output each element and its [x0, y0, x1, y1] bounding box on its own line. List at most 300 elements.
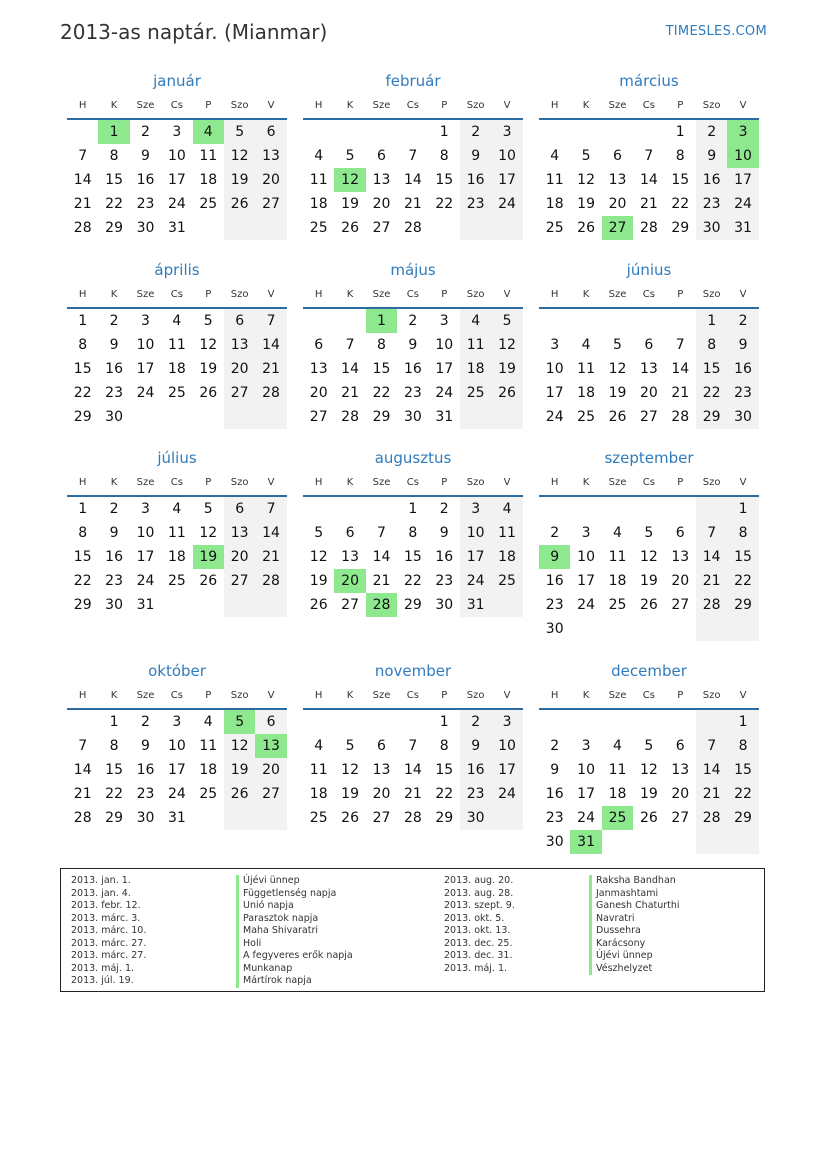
day-cell: 21 [73, 786, 92, 802]
day-cell: 16 [136, 172, 155, 188]
empty-cell [366, 710, 397, 734]
day-cell: 25 [167, 573, 186, 589]
day-cell: 5 [644, 525, 654, 541]
weekday-label: K [582, 289, 590, 300]
month-block [67, 261, 287, 429]
day-cell: 20 [639, 385, 658, 401]
weekday-label: K [346, 289, 354, 300]
day-cell: 16 [460, 168, 491, 192]
legend-holiday-name: Újévi ünnep [236, 875, 353, 888]
day-cell: 22 [671, 196, 690, 212]
day-cell: 8 [109, 148, 119, 164]
day-cell: 14 [73, 762, 92, 778]
day-cell: 22 [435, 786, 454, 802]
weekday-label: H [550, 100, 559, 111]
day-cell: 15 [435, 172, 454, 188]
empty-cell [633, 497, 664, 521]
legend-names-right [589, 875, 680, 975]
day-cell: 11 [545, 172, 564, 188]
day-cell: 17 [136, 549, 155, 565]
month-block [67, 72, 287, 240]
day-cell: 9 [109, 525, 119, 541]
day-cell: 28 [403, 220, 422, 236]
day-cell: 25 [199, 786, 218, 802]
day-cell: 12 [608, 361, 627, 377]
day-cell: 20 [671, 573, 690, 589]
day-cell: 7 [345, 337, 355, 353]
day-grid [539, 120, 759, 240]
day-cell: 13 [671, 549, 690, 565]
empty-cell [602, 617, 633, 641]
day-cell: 27 [372, 220, 391, 236]
day-cell: 7 [78, 148, 88, 164]
legend-holiday-name: Munkanap [236, 963, 353, 976]
empty-cell [491, 405, 522, 429]
day-cell: 19 [199, 361, 218, 377]
month-block [67, 449, 287, 617]
weekday-label: K [110, 477, 118, 488]
holiday-day-cell: 25 [602, 806, 633, 830]
weekday-label: P [677, 477, 684, 488]
empty-cell [334, 120, 365, 144]
day-cell: 6 [377, 738, 386, 754]
day-cell: 4 [581, 337, 591, 353]
day-cell: 10 [136, 525, 155, 541]
day-cell: 24 [577, 810, 595, 826]
month-name: március [619, 72, 679, 90]
weekday-label: P [205, 477, 212, 488]
day-cell: 21 [696, 782, 727, 806]
day-cell: 19 [224, 168, 255, 192]
day-cell: 28 [255, 569, 286, 593]
day-cell: 5 [613, 337, 622, 353]
day-cell: 25 [577, 409, 595, 425]
day-cell: 9 [727, 333, 758, 357]
day-cell: 6 [255, 710, 286, 734]
empty-cell [539, 710, 570, 734]
weekday-label: Sze [372, 289, 391, 300]
day-cell: 12 [639, 549, 658, 565]
day-cell: 21 [696, 569, 727, 593]
empty-cell [193, 806, 224, 830]
day-grid [303, 710, 523, 830]
day-cell: 19 [639, 786, 658, 802]
empty-cell [570, 120, 601, 144]
empty-cell [255, 806, 286, 830]
day-cell: 28 [639, 220, 658, 236]
day-cell: 11 [309, 172, 328, 188]
day-cell: 3 [460, 497, 491, 521]
day-cell: 10 [167, 148, 186, 164]
day-cell: 14 [341, 361, 359, 377]
day-cell: 4 [613, 525, 622, 541]
weekday-label: P [677, 100, 684, 111]
weekday-label: V [739, 477, 747, 488]
weekday-label: P [205, 690, 212, 701]
weekday-label: Cs [406, 100, 419, 111]
day-cell: 26 [491, 381, 522, 405]
day-cell: 28 [696, 806, 727, 830]
weekday-label: Cs [642, 289, 655, 300]
day-cell: 26 [341, 810, 359, 826]
month-name: augusztus [374, 449, 452, 467]
day-cell: 17 [491, 758, 522, 782]
day-cell: 22 [727, 569, 758, 593]
month-block [539, 449, 759, 641]
weekday-label: V [503, 289, 511, 300]
day-cell: 30 [460, 806, 491, 830]
day-cell: 30 [403, 409, 422, 425]
day-cell: 16 [105, 549, 123, 565]
day-cell: 18 [491, 545, 522, 569]
day-cell: 11 [460, 333, 491, 357]
day-cell: 17 [577, 573, 595, 589]
day-cell: 21 [372, 573, 391, 589]
day-cell: 10 [435, 337, 454, 353]
month-name: január [153, 72, 201, 90]
day-cell: 24 [460, 569, 491, 593]
day-cell: 16 [460, 758, 491, 782]
empty-cell [727, 830, 758, 854]
day-cell: 2 [408, 313, 418, 329]
day-cell: 2 [727, 309, 758, 333]
day-cell: 22 [435, 196, 454, 212]
day-cell: 5 [491, 309, 522, 333]
day-cell: 21 [639, 196, 658, 212]
weekday-label: K [346, 100, 354, 111]
empty-cell [633, 830, 664, 854]
day-cell: 28 [341, 409, 359, 425]
empty-cell [570, 497, 601, 521]
day-cell: 14 [255, 521, 286, 545]
day-cell: 21 [671, 385, 690, 401]
day-cell: 3 [581, 738, 591, 754]
empty-cell [224, 216, 255, 240]
day-grid [67, 309, 287, 429]
day-cell: 27 [341, 597, 359, 613]
day-cell: 15 [727, 758, 758, 782]
day-grid [303, 120, 523, 240]
day-cell: 18 [577, 385, 595, 401]
day-cell: 19 [577, 196, 595, 212]
weekday-label: H [550, 690, 559, 701]
day-cell: 30 [435, 597, 454, 613]
day-cell: 14 [403, 172, 422, 188]
day-cell: 4 [314, 738, 324, 754]
day-cell: 28 [696, 593, 727, 617]
month-name: május [390, 261, 436, 279]
weekday-label: Cs [642, 477, 655, 488]
day-cell: 20 [224, 545, 255, 569]
day-cell: 18 [460, 357, 491, 381]
weekday-label: Cs [170, 289, 183, 300]
day-cell: 7 [78, 738, 88, 754]
empty-cell [602, 120, 633, 144]
day-cell: 31 [167, 810, 186, 826]
day-cell: 13 [224, 521, 255, 545]
legend-holiday-name: Navratri [589, 913, 680, 926]
day-cell: 21 [341, 385, 359, 401]
month-block [303, 449, 523, 617]
legend-holiday-date: 2013. aug. 28. [444, 887, 514, 899]
day-cell: 8 [377, 337, 386, 353]
day-cell: 22 [727, 782, 758, 806]
day-cell: 4 [203, 714, 213, 730]
holiday-day-cell: 4 [193, 120, 224, 144]
day-cell: 1 [109, 714, 119, 730]
empty-cell [491, 216, 522, 240]
day-cell: 23 [403, 385, 422, 401]
day-cell: 10 [460, 521, 491, 545]
day-cell: 25 [545, 220, 564, 236]
legend-holiday-name: Raksha Bandhan [589, 875, 680, 888]
day-cell: 15 [727, 545, 758, 569]
day-cell: 27 [372, 810, 391, 826]
day-cell: 12 [577, 172, 595, 188]
holiday-day-cell: 1 [366, 309, 397, 333]
day-cell: 15 [105, 762, 123, 778]
legend-holiday-name: Janmashtami [589, 888, 680, 901]
weekday-label: Szo [230, 289, 249, 300]
day-cell: 26 [577, 220, 595, 236]
day-cell: 1 [727, 710, 758, 734]
day-cell: 6 [345, 525, 355, 541]
weekday-label: V [267, 100, 275, 111]
weekday-label: Szo [466, 477, 485, 488]
empty-cell [303, 309, 334, 333]
weekday-header [303, 96, 523, 120]
day-cell: 29 [73, 409, 92, 425]
day-cell: 22 [105, 786, 123, 802]
empty-cell [727, 617, 758, 641]
weekday-header [539, 96, 759, 120]
day-cell: 24 [435, 385, 454, 401]
weekday-label: P [441, 289, 448, 300]
day-cell: 7 [255, 497, 286, 521]
brand-link[interactable]: TIMESLES.COM [665, 24, 767, 39]
weekday-label: H [78, 690, 87, 701]
empty-cell [130, 405, 161, 429]
weekday-label: Cs [406, 477, 419, 488]
day-cell: 5 [644, 738, 654, 754]
legend-holiday-name: Karácsony [589, 938, 680, 951]
empty-cell [334, 710, 365, 734]
weekday-label: K [110, 690, 118, 701]
day-cell: 28 [403, 810, 422, 826]
empty-cell [303, 497, 334, 521]
legend-holiday-date: 2013. aug. 20. [444, 875, 514, 886]
day-grid [67, 710, 287, 830]
legend-holiday-date: 2013. márc. 3. [71, 912, 141, 924]
day-cell: 6 [377, 148, 386, 164]
holiday-day-cell: 1 [98, 120, 129, 144]
empty-cell [193, 216, 224, 240]
day-cell: 23 [105, 385, 123, 401]
day-cell: 23 [136, 786, 155, 802]
day-cell: 2 [141, 714, 150, 730]
day-cell: 26 [341, 220, 359, 236]
legend-holiday-name: Holi [236, 938, 353, 951]
weekday-label: Sze [136, 690, 155, 701]
empty-cell [665, 309, 696, 333]
day-cell: 11 [309, 762, 328, 778]
day-cell: 6 [255, 120, 286, 144]
day-cell: 12 [224, 144, 255, 168]
empty-cell [491, 806, 522, 830]
day-cell: 12 [224, 734, 255, 758]
day-cell: 21 [73, 196, 92, 212]
day-grid [303, 309, 523, 429]
day-cell: 17 [727, 168, 758, 192]
day-cell: 5 [345, 738, 355, 754]
day-cell: 25 [491, 569, 522, 593]
day-cell: 17 [577, 786, 595, 802]
day-cell: 18 [608, 573, 627, 589]
day-cell: 8 [78, 337, 88, 353]
holiday-day-cell: 27 [602, 216, 633, 240]
empty-cell [665, 617, 696, 641]
empty-cell [224, 405, 255, 429]
day-cell: 15 [403, 549, 422, 565]
empty-cell [696, 497, 727, 521]
empty-cell [633, 617, 664, 641]
month-block [303, 72, 523, 240]
legend-holiday-name: Maha Shivaratri [236, 925, 353, 938]
day-cell: 30 [105, 409, 123, 425]
day-cell: 9 [550, 762, 560, 778]
weekday-label: H [78, 289, 87, 300]
weekday-label: H [78, 100, 87, 111]
day-cell: 15 [372, 361, 391, 377]
day-cell: 19 [341, 196, 359, 212]
day-cell: 11 [491, 521, 522, 545]
legend-dates-left [71, 875, 146, 988]
day-cell: 28 [73, 220, 92, 236]
legend-holiday-date: 2013. okt. 5. [444, 912, 505, 924]
holiday-day-cell: 13 [255, 734, 286, 758]
legend-names-left [236, 875, 353, 988]
day-cell: 23 [460, 782, 491, 806]
day-cell: 3 [491, 710, 522, 734]
day-cell: 1 [408, 501, 418, 517]
day-cell: 13 [372, 762, 391, 778]
weekday-label: P [441, 477, 448, 488]
weekday-label: Szo [466, 690, 485, 701]
day-cell: 24 [491, 192, 522, 216]
month-block [303, 261, 523, 429]
day-cell: 8 [109, 738, 119, 754]
empty-cell [193, 593, 224, 617]
day-cell: 14 [696, 545, 727, 569]
day-cell: 27 [224, 381, 255, 405]
weekday-label: K [582, 100, 590, 111]
weekday-label: P [441, 100, 448, 111]
legend-holiday-date: 2013. júl. 19. [71, 975, 134, 986]
day-cell: 6 [675, 738, 685, 754]
holiday-day-cell: 31 [570, 830, 601, 854]
day-cell: 10 [491, 734, 522, 758]
legend-holiday-date: 2013. máj. 1. [444, 962, 508, 974]
day-cell: 13 [608, 172, 627, 188]
weekday-label: Sze [608, 289, 627, 300]
empty-cell [633, 120, 664, 144]
legend-holiday-name: Függetlenség napja [236, 888, 353, 901]
day-cell: 25 [460, 381, 491, 405]
day-cell: 24 [136, 385, 155, 401]
weekday-label: K [346, 477, 354, 488]
day-cell: 3 [172, 124, 182, 140]
day-cell: 23 [545, 810, 564, 826]
empty-cell [696, 830, 727, 854]
weekday-label: Cs [642, 100, 655, 111]
day-cell: 26 [224, 782, 255, 806]
day-cell: 8 [78, 525, 88, 541]
day-cell: 20 [224, 357, 255, 381]
day-cell: 24 [491, 782, 522, 806]
day-cell: 6 [224, 309, 255, 333]
weekday-label: H [550, 477, 559, 488]
weekday-label: Cs [170, 477, 183, 488]
day-cell: 27 [309, 409, 328, 425]
day-cell: 14 [372, 549, 391, 565]
weekday-label: K [582, 477, 590, 488]
day-cell: 14 [671, 361, 690, 377]
day-cell: 1 [675, 124, 685, 140]
day-cell: 19 [224, 758, 255, 782]
day-cell: 18 [167, 549, 186, 565]
day-cell: 31 [727, 216, 758, 240]
weekday-header [67, 285, 287, 309]
legend-holiday-name: Ganesh Chaturthi [589, 900, 680, 913]
empty-cell [665, 830, 696, 854]
weekday-label: Sze [372, 100, 391, 111]
day-cell: 30 [136, 810, 155, 826]
day-cell: 8 [675, 148, 685, 164]
legend-holiday-name: Parasztok napja [236, 913, 353, 926]
day-cell: 13 [639, 361, 658, 377]
weekday-header [303, 473, 523, 497]
legend-holiday-date: 2013. márc. 10. [71, 925, 147, 936]
day-cell: 23 [136, 196, 155, 212]
weekday-label: H [314, 477, 323, 488]
day-cell: 4 [460, 309, 491, 333]
day-cell: 3 [439, 313, 449, 329]
month-name: szeptember [604, 449, 694, 467]
day-cell: 4 [613, 738, 622, 754]
weekday-label: Cs [170, 100, 183, 111]
empty-cell [696, 617, 727, 641]
month-block [539, 662, 759, 854]
legend-holiday-date: 2013. jan. 4. [71, 887, 131, 899]
empty-cell [602, 830, 633, 854]
day-cell: 29 [105, 220, 123, 236]
day-cell: 2 [696, 120, 727, 144]
empty-cell [539, 497, 570, 521]
day-cell: 2 [109, 501, 119, 517]
day-cell: 18 [309, 786, 328, 802]
day-cell: 15 [105, 172, 123, 188]
day-cell: 21 [255, 545, 286, 569]
day-cell: 23 [435, 573, 454, 589]
weekday-label: K [110, 289, 118, 300]
day-cell: 26 [639, 597, 658, 613]
day-cell: 29 [435, 810, 454, 826]
day-cell: 14 [403, 762, 422, 778]
day-cell: 6 [644, 337, 654, 353]
empty-cell [161, 593, 192, 617]
empty-cell [696, 710, 727, 734]
day-cell: 14 [73, 172, 92, 188]
